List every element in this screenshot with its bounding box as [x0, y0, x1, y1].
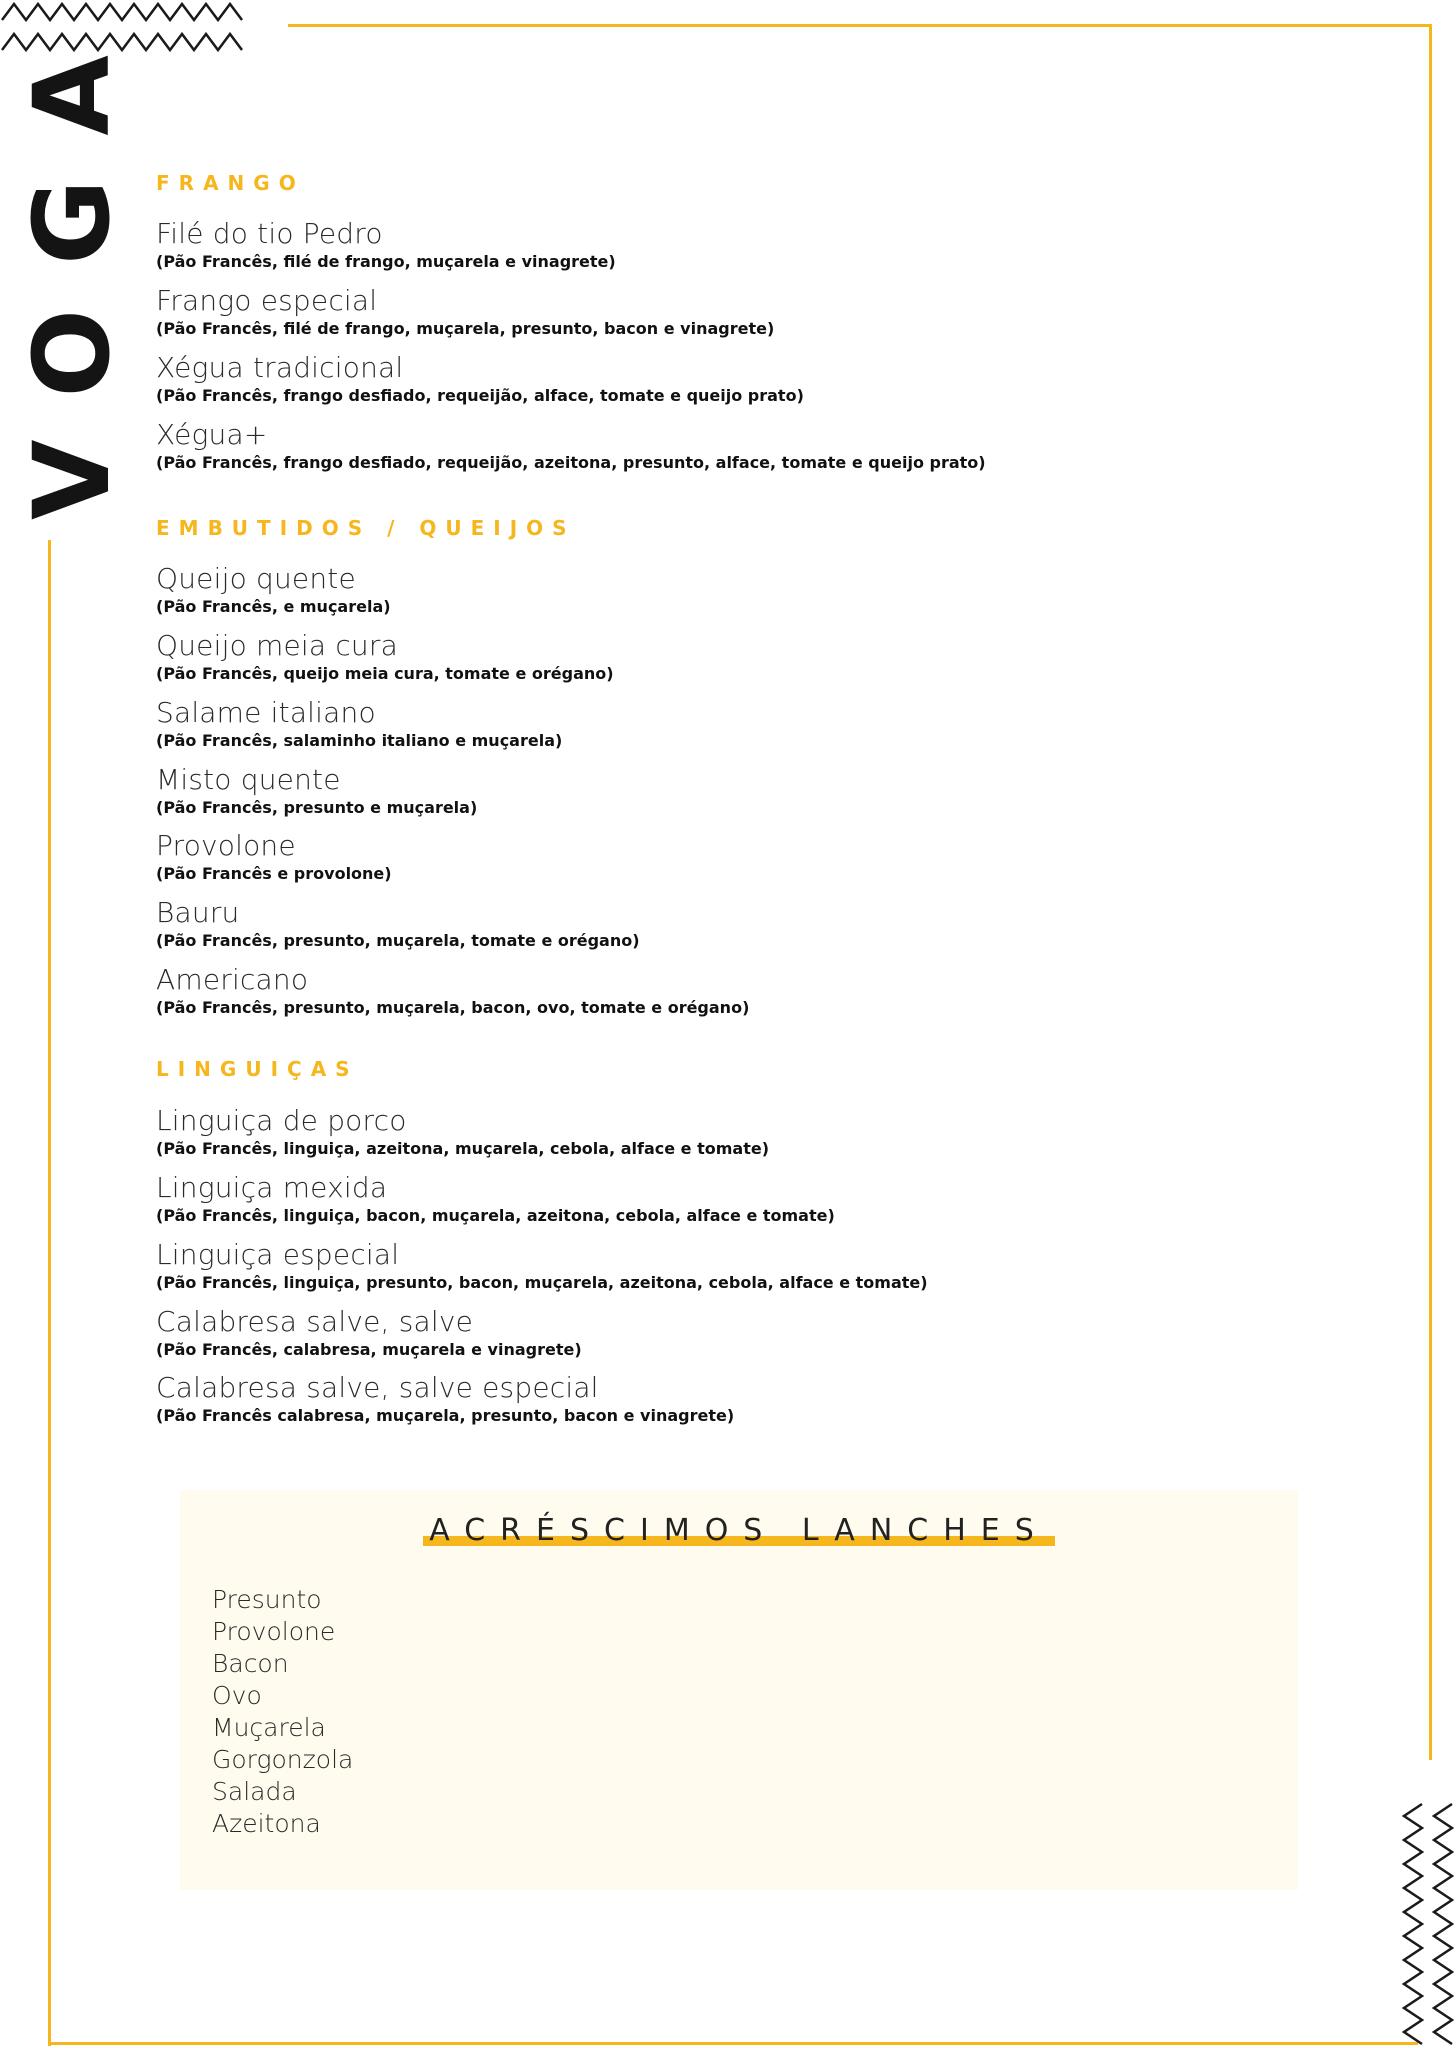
- menu-item-name: Linguiça mexida: [156, 1171, 388, 1204]
- menu-item-name: Frango especial: [156, 284, 378, 317]
- menu-item-description: (Pão Francês, e muçarela): [156, 597, 391, 616]
- menu-item: [156, 1104, 770, 1158]
- menu-item: [156, 896, 640, 950]
- menu-item: [156, 217, 616, 271]
- menu-item-name: Queijo quente: [156, 562, 356, 595]
- extras-title: [423, 1513, 1055, 1548]
- menu-item-description: (Pão Francês, frango desfiado, requeijão, alface, tomate e queijo prato): [156, 386, 804, 405]
- extras-list-item: Presunto: [212, 1585, 322, 1614]
- menu-item-name: Bauru: [156, 896, 240, 929]
- menu-item-name: Queijo meia cura: [156, 629, 398, 662]
- menu-item: [156, 418, 986, 472]
- menu-item-description: (Pão Francês, filé de frango, muçarela e vinagrete): [156, 252, 616, 271]
- menu-item-description: (Pão Francês, presunto, muçarela, tomate e orégano): [156, 931, 640, 950]
- menu-item-name: Salame italiano: [156, 696, 376, 729]
- extras-list: [212, 1584, 353, 1840]
- frame-right-line: [1429, 24, 1432, 1760]
- extras-list-item: Azeitona: [212, 1809, 321, 1838]
- menu-item-description: (Pão Francês calabresa, muçarela, presunto, bacon e vinagrete): [156, 1406, 735, 1425]
- section-title-embutidos-queijos: EMBUTIDOS / QUEIJOS: [156, 516, 576, 540]
- menu-item-name: Calabresa salve, salve especial: [156, 1371, 599, 1404]
- extras-list-item: Provolone: [212, 1617, 336, 1646]
- menu-item-name: Americano: [156, 963, 309, 996]
- frame-bottom-line: [48, 2042, 1418, 2045]
- menu-item-description: (Pão Francês, filé de frango, muçarela, presunto, bacon e vinagrete): [156, 319, 775, 338]
- menu-item: [156, 1305, 582, 1359]
- menu-item: [156, 696, 563, 750]
- menu-item-description: (Pão Francês, presunto e muçarela): [156, 798, 478, 817]
- frame-top-line: [288, 24, 1432, 27]
- extras-list-item: Gorgonzola: [212, 1745, 354, 1774]
- brand-logo-text: VOGA: [11, 11, 133, 520]
- menu-item: [156, 963, 750, 1017]
- extras-list-item: Muçarela: [212, 1713, 326, 1742]
- menu-item-description: (Pão Francês, presunto, muçarela, bacon, ovo, tomate e orégano): [156, 998, 750, 1017]
- menu-item: [156, 763, 478, 817]
- frame-left-line: [48, 540, 51, 2046]
- extras-title-wrap: [180, 1513, 1298, 1548]
- menu-item-description: (Pão Francês, frango desfiado, requeijão, azeitona, presunto, alface, tomate e queijo prato): [156, 453, 986, 472]
- menu-item-name: Xégua+: [156, 418, 268, 451]
- menu-item: [156, 351, 804, 405]
- menu-item-name: Calabresa salve, salve: [156, 1305, 474, 1338]
- menu-item: [156, 1171, 835, 1225]
- zigzag-bottom-right-decoration: [1400, 1802, 1456, 2048]
- extras-list-item: Salada: [212, 1777, 297, 1806]
- menu-item-name: Filé do tio Pedro: [156, 217, 383, 250]
- menu-item: [156, 1371, 735, 1425]
- menu-item-name: Xégua tradicional: [156, 351, 404, 384]
- menu-item: [156, 1238, 928, 1292]
- menu-item-name: Linguiça de porco: [156, 1104, 407, 1137]
- menu-item-name: Linguiça especial: [156, 1238, 400, 1271]
- menu-item-description: (Pão Francês, linguiça, bacon, muçarela, azeitona, cebola, alface e tomate): [156, 1206, 835, 1225]
- menu-item: [156, 562, 391, 616]
- menu-item-description: (Pão Francês, salaminho italiano e muçarela): [156, 731, 563, 750]
- menu-item-description: (Pão Francês, linguiça, presunto, bacon, muçarela, azeitona, cebola, alface e tomate): [156, 1273, 928, 1292]
- menu-item-name: Misto quente: [156, 763, 341, 796]
- menu-item-description: (Pão Francês, linguiça, azeitona, muçarela, cebola, alface e tomate): [156, 1139, 770, 1158]
- menu-item-description: (Pão Francês, queijo meia cura, tomate e orégano): [156, 664, 614, 683]
- section-title-frango: FRANGO: [156, 171, 305, 195]
- menu-item-name: Provolone: [156, 829, 296, 862]
- section-title-linguicas: LINGUIÇAS: [156, 1057, 359, 1081]
- extras-title-text: ACRÉSCIMOS LANCHES: [429, 1513, 1049, 1548]
- menu-item-description: (Pão Francês, calabresa, muçarela e vinagrete): [156, 1340, 582, 1359]
- extras-list-item: Bacon: [212, 1649, 289, 1678]
- extras-list-item: Ovo: [212, 1681, 262, 1710]
- menu-item: [156, 629, 614, 683]
- menu-item: [156, 284, 775, 338]
- menu-item-description: (Pão Francês e provolone): [156, 864, 392, 883]
- menu-item: [156, 829, 392, 883]
- extras-panel: [180, 1490, 1298, 1890]
